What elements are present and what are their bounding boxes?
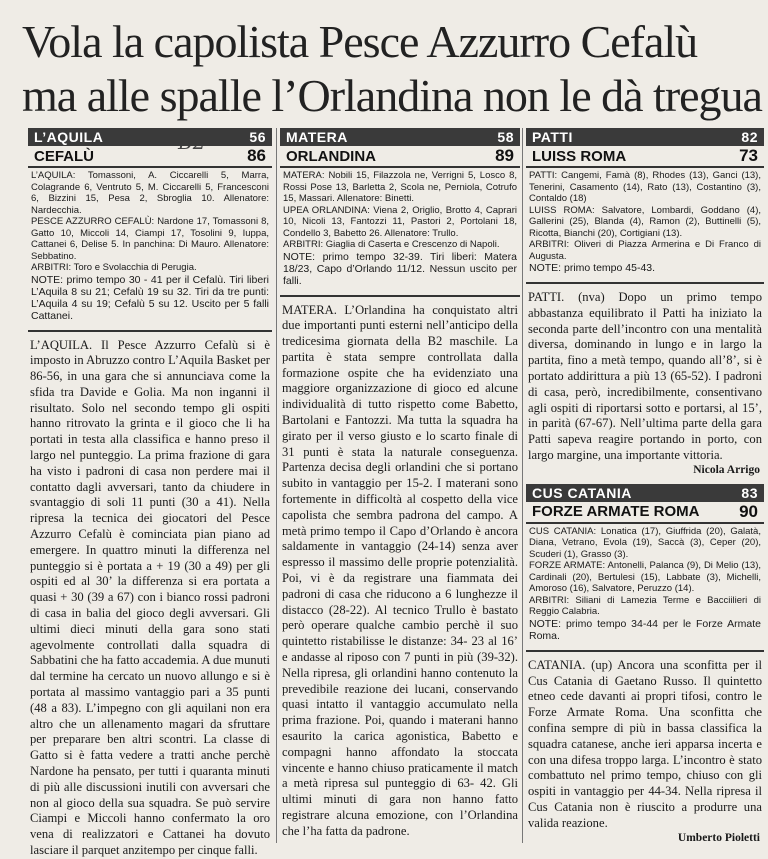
team-bar-home [28,128,272,146]
team-score: 58 [497,129,514,145]
lineup-away: FORZE ARMATE: Antonelli, Palanca (9), Di Melio (13), Cardinali (20), Bertulesi (15), Labbate (3), Michelli, Amoroso (16), Salvatore, Peruzzo (14). [529,560,761,595]
team-score: 82 [741,129,758,145]
referees: ARBITRI: Oliveri di Piazza Armerina e Di Franco di Augusta. [529,239,761,262]
divider [526,282,764,284]
team-name: PATTI [532,129,573,145]
team-name: FORZE ARMATE ROMA [532,503,700,521]
game-note: NOTE: primo tempo 45-43. [529,262,656,274]
team-bar-home [280,128,520,146]
game-note: NOTE: primo tempo 34-44 per le Forze Armate Roma. [529,617,761,642]
referees: ARBITRI: Giaglia di Caserta e Crescenzo di Napoli. [283,239,500,250]
scorebox [280,168,520,291]
team-bar-away [280,146,520,168]
scorebox [526,168,764,278]
lineup-away: UPEA ORLANDINA: Viena 2, Origlio, Brotto 4, Caprari 10, Nicoli 13, Fantozzi 11, Pastori 2, Portolani 18, Condello 3, Babetto 26. Allenatore: Trullo. [283,204,517,239]
team-score: 73 [739,146,758,165]
team-score: 83 [741,484,758,501]
column-divider [276,128,277,843]
team-bar-away [526,502,764,524]
article-body: PATTI. (nva) Dopo un primo tempo abbastanza equilibrato il Patti ha iniziato la seconda parte dell’incontro con una mentalità diversa, dominando in lungo e in largo la partita, fino a metà tempo, quando all’8’, si è portato addirittura a più 13 (65-52). I padroni di casa, però, incredibilmente, consentivano agli ospiti di riportarsi sotto e portarsi, al 15’, in parità (67-67). Nell’ultima parte della gara Patti sapeva reagire portando in porto, con largo margine, una importante vittoria. [528,290,762,462]
article-body: L’AQUILA. Il Pesce Azzurro Cefalù si è imposto in Abruzzo contro L’Aquila Basket per 86-56, in una gara che si annunciava come la sfida tra Davide e Golia. Ma non inganni il risultato. Solo nel secondo tempo gli ospiti hanno ritrovato la grinta e il gioco che li ha portati in testa alla classifica e hanno preso il largo nel punteggio. La prima frazione di gara ha visto i padroni di casa non perdere mai il contatto dagli avversari, tanto da chiudere in svantaggio di soli 11 punti (30 a 41). Nella ripresa la tecnica dei giocatori del Pesce Azzurro Cefalù è cominciata pian piano ad emergere. In quattro minuti la differenza nel punteggio si è portata a + 19 (30 a 49) per gli ospiti ed al 30’ la differenza si era portata a quasi + 30 (39 a 67) con i bianco rossi padroni di casa in balia del gioco degli avversari. Gli ultimi dieci minuti della gara sono stati agevolmente controllati dalla squadra di Sabbatini che ha fatto accademia. A due munuti dal termine ha cercato un nuovo allungo e si è portata al massimo vantaggio pari a 35 punti (48 a 83). L’impegno con gli aquilani non era altro che un allenamento magari da sfruttare per preparare ben altri scontri. La classe di Gatto si è fatta vedere a tratti anche perchè Nardone ha pensato, per tutti i quaranta minuti di più alle discussioni inutili con avversari che non al gioco della sua squadra. Se può servire Ciampi e Miccoli hanno confermato la oro vena di realizzatori e Cattanei ha dovuto lasciare il parquet anzitempo per cinque falli. [30,337,270,857]
lineup-home: CUS CATANIA: Lonatica (17), Giuffrida (20), Galatà, Diana, Vetrano, Evola (19), Saccà (3), Ceper (20), Scuderi (1), Grasso (3). [529,525,761,560]
column-matera-orlandina [280,128,520,840]
author-signature: Nicola Arrigo [693,463,760,476]
headline-line-2: ma alle spalle l’Orlandina non le dà tregua [22,70,762,121]
divider [526,650,764,652]
team-name: ORLANDINA [286,147,376,165]
lineup-away: LUISS ROMA: Salvatore, Lombardi, Goddano (4), Gallerini (25), Blanda (4), Ramon (2), Buttinelli (5), Ricotta, Bianchi (20), Cortigiani (13). [529,204,761,239]
divider [28,330,272,332]
article-body: MATERA. L’Orlandina ha conquistato altri due importanti punti esterni nell’anticipo della tredicesima giornata della B2 maschile. La partita è stata sempre controllata dalla formazione ospite che ha evidenziato una maggiore organizzazione di gioco ed alcune individualità di tutto rispetto come Babetto, Bartolani e Fantozzi. Ma tutta la squadra ha girato per il verso giusto e lo scarto finale di 31 punti è stata la naturale conseguenza. Partenza decisa degli orlandini che si portano subito in vantaggio per 15-2. I materani sono fortemente in difficoltà al cospetto della vice capolista che sembra padrona del campo. A metà primo tempo il Capo d’Orlando è ancora saldamente in vantaggio (24-14) senza aver espresso il massimo delle proprie potenzialità. Poi, vi è da registrare una fiammata dei padroni di casa che riducono a 6 lunghezze il distacco (28-22). Al tecnico Trullo è bastato però operare qualche cambio perchè il suo quintetto ristabilisse le distanze: 34- 23 al 16’ e andasse al riposo con 7 punti in più (39-32). Nella ripresa, gli orlandini hanno contenuto la prevedibile reazione dei lucani, conservando quasi intatto il vantaggio accumulato nella prima frazione. Poi, quando i materani hanno esaurito la carica agonistica, Babetto e compagni hanno affondato la stoccata vincente e hanno chiuso praticamente il match a metà ripresa sul punteggio di 63- 42. Gli ultimi minuti di gara non hanno fatto registrare alcuna emozione, con l’Orlandina che l’ha fatta da padrone. [282,302,518,838]
scorebox [28,168,272,326]
scorebox [526,524,764,646]
team-bar-away [526,146,764,168]
team-score: 90 [739,501,758,521]
team-name: CEFALÙ [34,147,94,165]
team-bar-home [526,128,764,146]
column-patti-catania [526,128,764,844]
article-body: CATANIA. (up) Ancora una sconfitta per il Cus Catania di Gaetano Russo. Il quintetto etneo cede davanti ai propri tifosi, contro le Forze Armate Roma. Una sconfitta che confina sempre di più in bassa classifica la squadra catanese, anche ieri apparsa incerta e con una difesa troppo larga. L’incontro è stato combattuto nel primo tempo, chiuso con gli ospiti in vantaggio per 44-34. Nella ripresa il Cus Catania non è riuscito a produrre una valida reazione. [528,657,762,830]
team-score: 56 [249,129,266,145]
game-note: NOTE: primo tempo 30 - 41 per il Cefalù. Tiri liberi L’Aquila 8 su 21; Cefalù 19 su 32. Tiri da tre punti: L’Aquila 4 su 19; Cefalù 5 su 12. Uscito per 5 falli Cattanei. [31,273,269,322]
team-name: CUS CATANIA [532,484,632,501]
lineup-home: L’AQUILA: Tomassoni, A. Ciccarelli 5, Marra, Colagrande 6, Ventruto 5, M. Ciccarelli 5, Francesconi 6, Bizzini 15, Pesa 2, Sbroglia 10. Allenatore: Nardecchia. [31,170,269,216]
team-score: 89 [495,146,514,165]
game-note: NOTE: primo tempo 32-39. Tiri liberi: Matera 18/23, Capo d’Orlando 11/12. Nessun uscito per falli. [283,250,517,287]
column-laquila-cefalu [28,128,272,859]
lineup-home: MATERA: Nobili 15, Filazzola ne, Verrigni 5, Losco 8, Rossi Pose 13, Barletta 2, Scola ne, Perniola, Cotrufo 15, Massari. Allenatore: Binetti. [283,170,517,204]
team-score: 86 [247,146,266,165]
divider [280,295,520,297]
team-name: MATERA [286,129,348,145]
column-divider [522,128,523,843]
referees: ARBITRI: Siliani di Lamezia Terme e Bacciilieri di Reggio Calabria. [529,594,761,618]
lineup-home: PATTI: Cangemi, Famà (8), Rhodes (13), Ganci (13), Tenerini, Casamento (14), Rato (13), Costantino (3), Contaldo (18) [529,170,761,204]
team-name: L’AQUILA [34,129,104,145]
headline-line-1: Vola la capolista Pesce Azzurro Cefalù [22,16,698,67]
team-bar-home [526,484,764,502]
referees: ARBITRI: Toro e Svolacchia di Perugia. [31,262,197,273]
team-name: LUISS ROMA [532,147,627,165]
lineup-away: PESCE AZZURRO CEFALÙ: Nardone 17, Tomassoni 8, Gatto 10, Miccoli 14, Ciampi 17, Tosolini 9, Iuppa, Cattanei 6, Delise 5. In panchina: Di Mauro. Allenatore: Sebbatino. [31,216,269,262]
team-bar-away [28,146,272,168]
author-signature: Umberto Pioletti [677,831,760,844]
